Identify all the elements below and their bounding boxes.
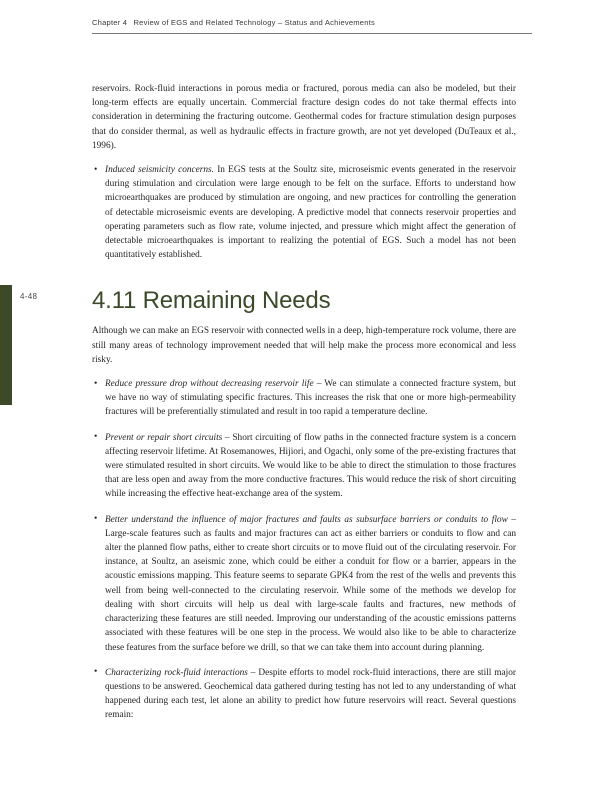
bullet-lead-in: Better understand the influence of major fractures and faults as subsurface barriers or conduits to flow bbox=[105, 514, 508, 525]
section-heading-wrapper bbox=[92, 288, 516, 314]
bullet-lead-in: Induced seismicity concerns. bbox=[105, 165, 214, 176]
list-item bbox=[92, 431, 516, 502]
bullet-text: In EGS tests at the Soultz site, microseismic events generated in the reservoir during stimulation and circulation were large enough to be felt on the surface. Efforts to understand how microearthquakes are produced by stimulation are ongoing, and new practices for controlling the generation of detectable microseismic events are developing. A predictive model that connects reservoir properties and operating parameters such as flow rate, volume injected, and pressure which might affect the generation of detectable microearthquakes is important to realizing the potential of EGS. Such a model has not been quantitatively established. bbox=[105, 165, 516, 261]
section-heading: 4.11 Remaining Needs bbox=[92, 287, 331, 315]
bullet-text: – Despite efforts to model rock-fluid interactions, there are still major questions to be answered. Geochemical data gathered during testing has not led to any understanding of what happened during each test, let alone an ability to predict how future reservoirs will react. Several questions remain: bbox=[105, 667, 516, 721]
chapter-side-tab bbox=[0, 285, 12, 405]
header-divider bbox=[92, 33, 532, 34]
section-intro-paragraph: Although we can make an EGS reservoir with connected wells in a deep, high-temperature rock volume, there are still many areas of technology improvement needed that will help make the process more economical and less risky. bbox=[92, 326, 516, 365]
bullet-text: – Large-scale features such as faults and major fractures can act as either barriers or conduits to flow and can alter the planned flow paths, either to create short circuits or to move fluid out of the circulating reservoir. For instance, at Soultz, an aseismic zone, which could be either a conduit for flow or a barrier, appears in the acoustic emissions mapping. This feature seems to separate GPK4 from the rest of the wells and prevents this well from being well-connected to the circulating reservoir. While some of the methods we develop for dealing with short circuits will help us deal with large-scale faults and fractures, new methods of characterizing these features are still needed. Improving our understanding of the acoustic emissions patterns associated with these features will be one step in the process. We would also like to be able to characterize these features from the surface before we drill, so that we can take them into account during planning. bbox=[105, 514, 516, 653]
header-chapter-number: 4 bbox=[122, 18, 128, 27]
bullet-lead-in: Reduce pressure drop without decreasing reservoir life bbox=[105, 379, 314, 390]
bullet-lead-in: Characterizing rock-fluid interactions bbox=[105, 667, 248, 678]
bullet-text: – We can stimulate a connected fracture system, but we have no way of stimulating specific fractures. This increases the risk that one or more high-permeability fractures will be preferentially stimulated and result in too rapid a temperature decline. bbox=[105, 379, 516, 418]
spacer-2 bbox=[92, 367, 516, 377]
bullet-lead-in: Prevent or repair short circuits bbox=[105, 432, 223, 443]
paragraph-continuation: reservoirs. Rock-fluid interactions in porous media or fractured, porous media can also be modeled, but their long-term effects are equally uncertain. Commercial fracture design codes do not take thermal effects into consideration in determining the fracturing outcome. Geothermal codes for fracture stimulation design purposes that do consider thermal, as well as hydraulic effects in fracture growth, are not yet developed (DuTeaux et al., 1996). bbox=[92, 84, 516, 151]
bullet-text: – Short circuiting of flow paths in the connected fracture system is a concern affecting reservoir lifetime. At Rosemanowes, Hijiori, and Ogachi, only some of the pre-existing fractures that were stimulated resulted in short circuits. We would like to be able to direct the stimulation to those fractures that are less open and away from the more conductive fractures. This would reduce the risk of short circuiting while increasing the effective heat-exchange area of the system. bbox=[105, 432, 516, 500]
header-title: Review of EGS and Related Technology – Status and Achievements bbox=[133, 18, 375, 27]
list-item bbox=[92, 666, 516, 723]
page-number: 4-48 bbox=[20, 292, 38, 301]
list-item bbox=[92, 163, 516, 262]
running-header bbox=[92, 18, 532, 27]
header-chapter-label: Chapter bbox=[92, 18, 121, 27]
list-item bbox=[92, 377, 516, 420]
spacer bbox=[92, 153, 516, 163]
body-column bbox=[92, 82, 516, 723]
remaining-needs-list bbox=[92, 377, 516, 722]
seismicity-bullet-list bbox=[92, 163, 516, 262]
list-item bbox=[92, 513, 516, 655]
